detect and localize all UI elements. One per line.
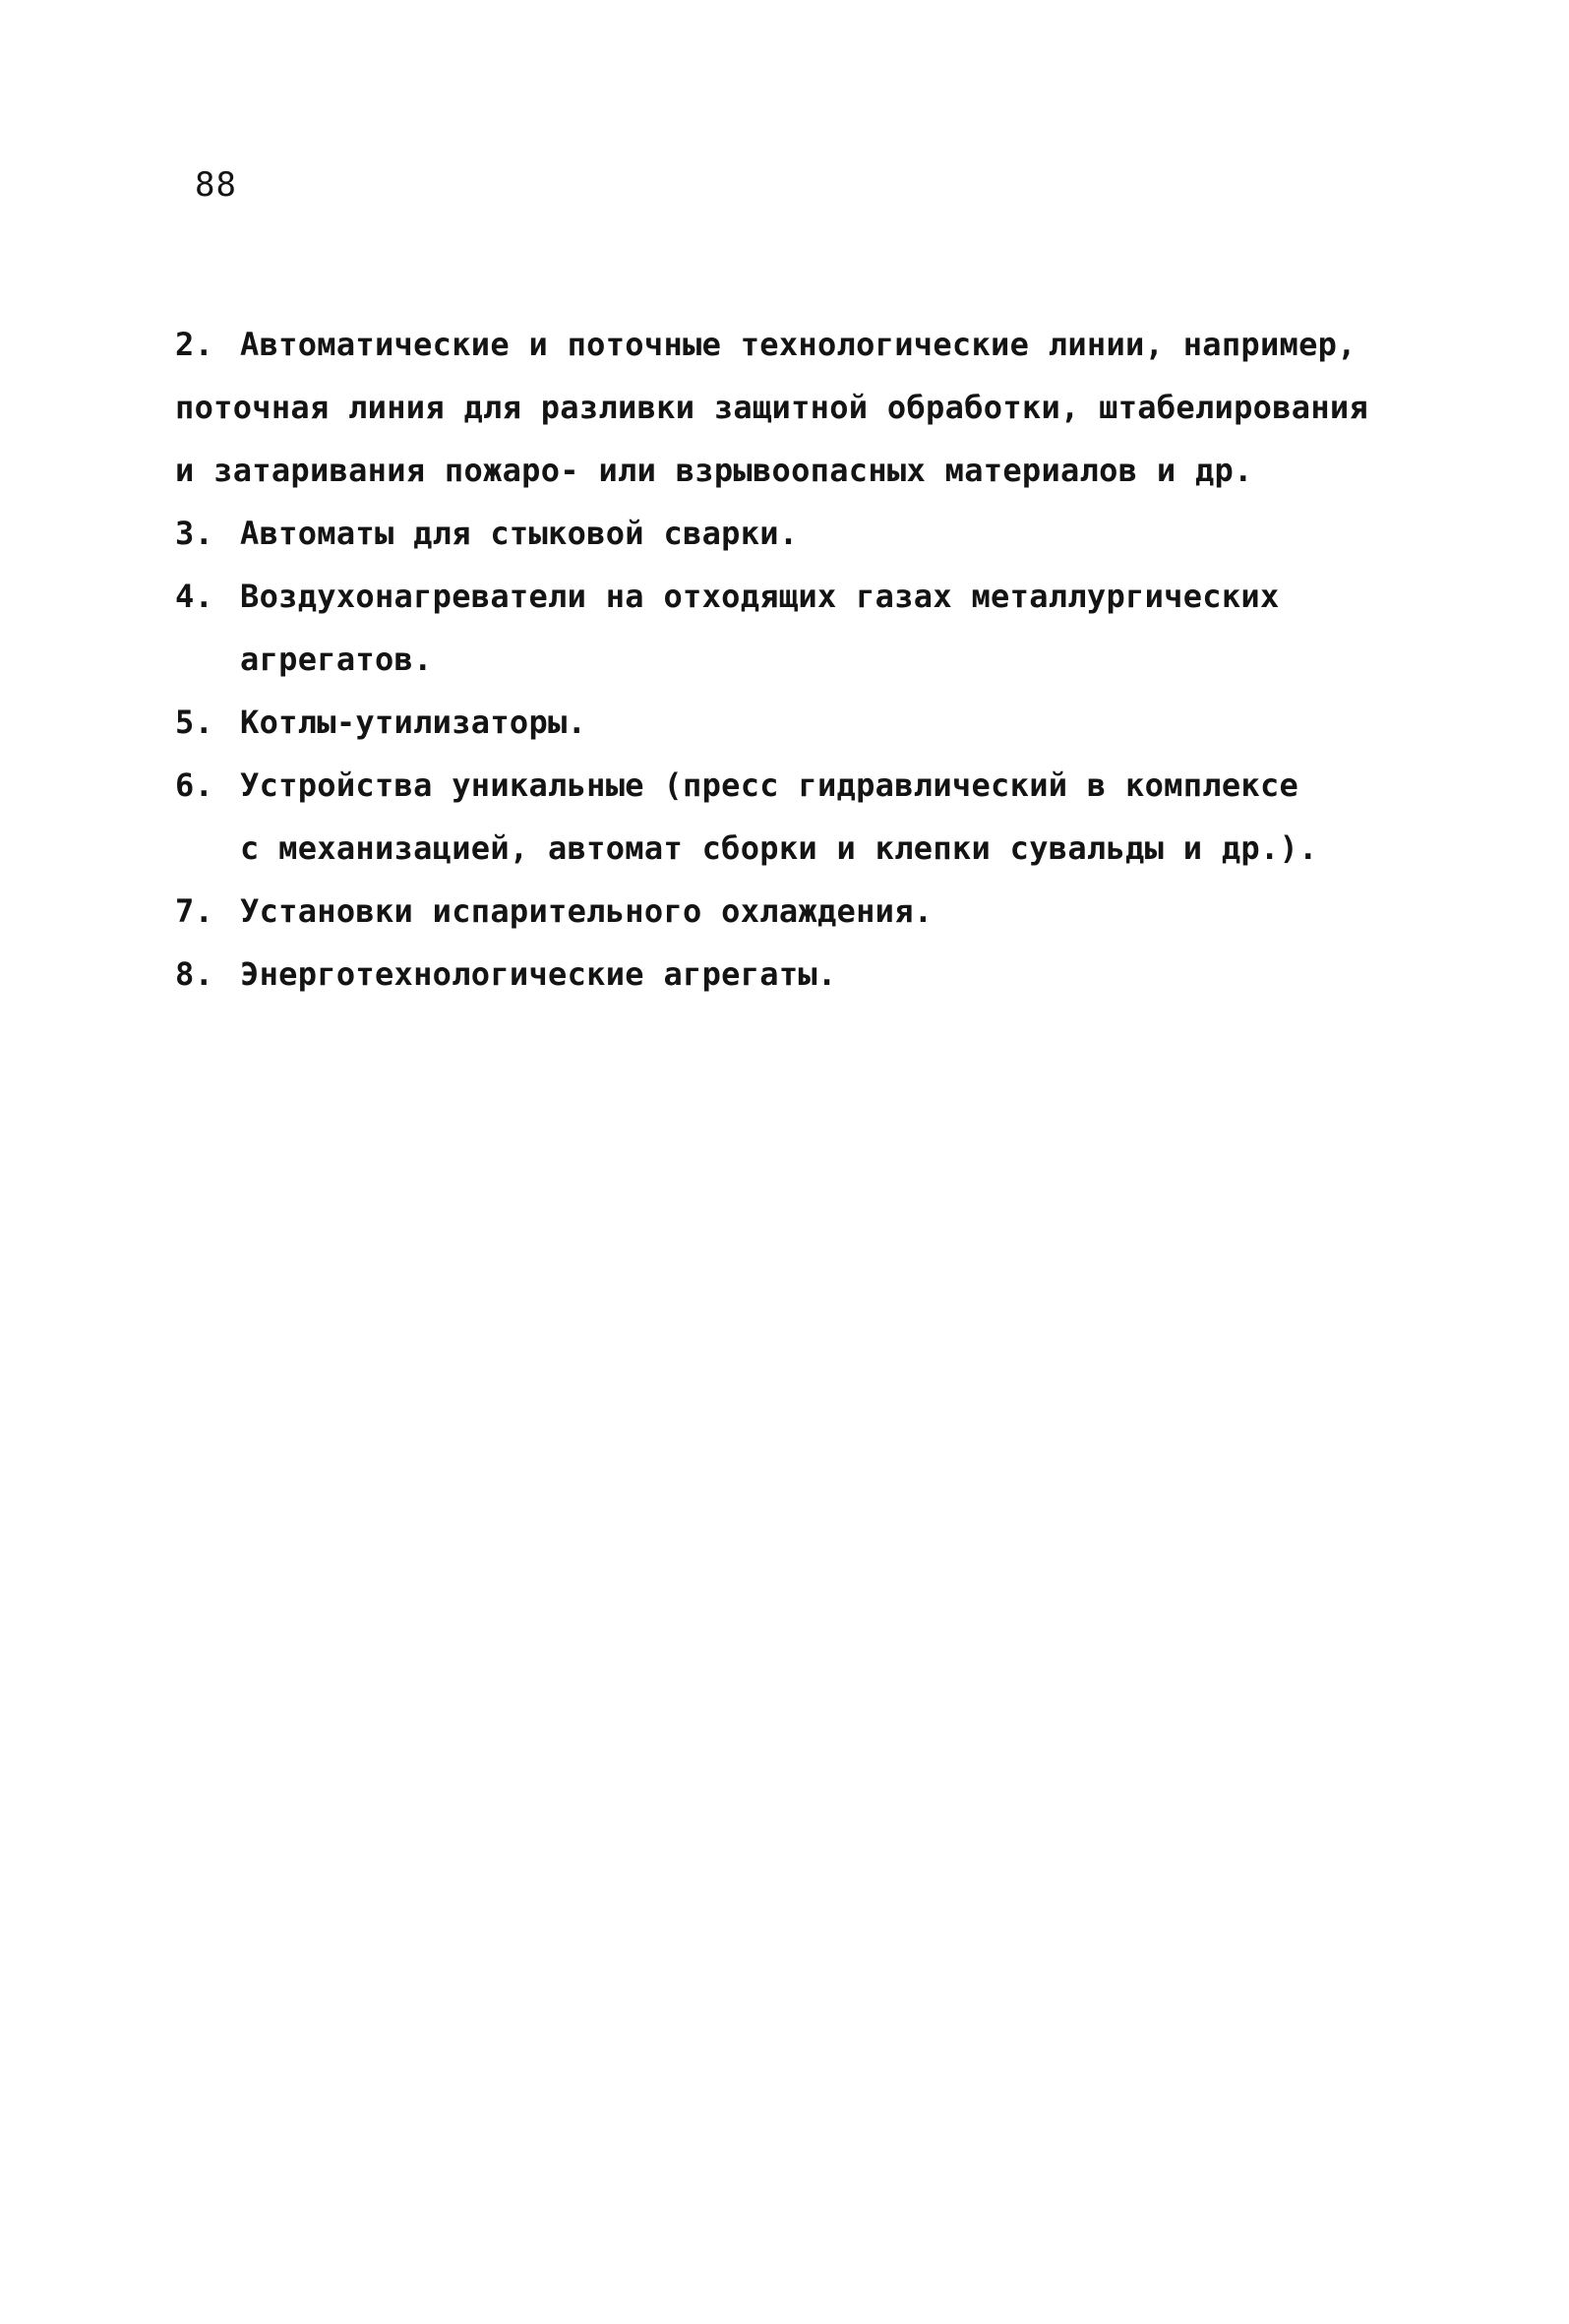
- equipment-list: [175, 313, 1415, 1006]
- list-item-number: 5.: [175, 703, 214, 741]
- list-item-6: [175, 754, 1415, 880]
- list-item-number: 8.: [175, 955, 214, 993]
- list-item-text: [240, 943, 1415, 1006]
- list-item-line: поточная линия для разливки защитной обработки, штабелирования: [175, 389, 1369, 426]
- page-number: 88: [195, 165, 237, 205]
- list-item-line: и затаривания пожаро- или взрывоопасных материалов и др.: [175, 452, 1253, 489]
- list-item-3: [175, 502, 1415, 565]
- list-item-line: с механизацией, автомат сборки и клепки сувальды и др.).: [240, 829, 1318, 867]
- list-item-7: [175, 880, 1415, 943]
- list-item-5: [175, 691, 1415, 754]
- list-item-number: 3.: [175, 515, 214, 552]
- list-item-text: [240, 880, 1415, 943]
- list-item-line: Энерготехнологические агрегаты.: [240, 955, 837, 993]
- list-item-number: 7.: [175, 892, 214, 930]
- list-item-8: [175, 943, 1415, 1006]
- list-item-line: Установки испарительного охлаждения.: [240, 892, 934, 930]
- list-item-text: [240, 754, 1415, 880]
- list-item-number: 6.: [175, 766, 214, 804]
- list-item-line: агрегатов.: [240, 641, 433, 678]
- list-item-line: Автоматические и поточные технологические линии, например,: [240, 326, 1357, 363]
- list-item-text: [175, 313, 1415, 502]
- list-item-2: [175, 313, 1415, 502]
- list-item-text: [240, 691, 1415, 754]
- list-item-4: [175, 565, 1415, 691]
- list-item-text: [240, 502, 1415, 565]
- list-item-number: 4.: [175, 578, 214, 615]
- list-item-line: Воздухонагреватели на отходящих газах металлургических: [240, 578, 1280, 615]
- list-item-text: [240, 565, 1415, 691]
- list-item-line: Устройства уникальные (пресс гидравлический в комплексе: [240, 766, 1299, 804]
- list-item-line: Котлы-утилизаторы.: [240, 703, 587, 741]
- list-item-line: Автоматы для стыковой сварки.: [240, 515, 799, 552]
- list-item-number: 2.: [175, 326, 214, 363]
